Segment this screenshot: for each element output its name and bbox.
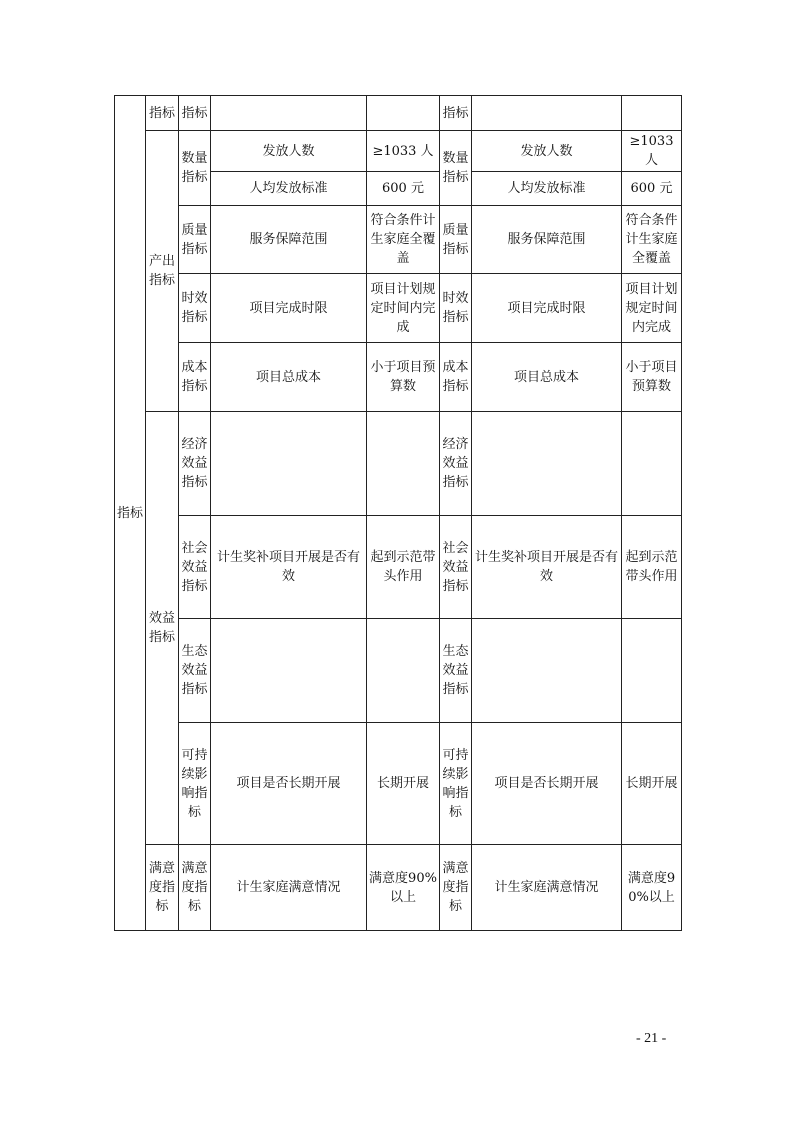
empty-cell [622,96,682,131]
quantity-indicator-label: 数量指标 [179,131,211,206]
indicator-value [367,412,440,516]
cost-indicator-label: 成本指标 [179,343,211,412]
indicator-item-2: 项目总成本 [472,343,622,412]
indicator-item [211,619,367,723]
satisfaction-indicator-group: 满意度指标 [146,845,179,931]
indicator-value-2: 小于项目预算数 [622,343,682,412]
indicator-value: 项目计划规定时间内完成 [367,274,440,343]
indicator-item: 发放人数 [211,131,367,172]
economic-benefit-label: 经济效益指标 [179,412,211,516]
empty-cell [472,96,622,131]
indicator-item-2 [472,412,622,516]
indicator-value-2 [622,619,682,723]
indicator-item-2: 计生家庭满意情况 [472,845,622,931]
indicator-value: 长期开展 [367,723,440,845]
indicator-value: ≥1033 人 [367,131,440,172]
indicator-item: 项目完成时限 [211,274,367,343]
indicator-value-2: 长期开展 [622,723,682,845]
indicator-value-2: 满意度90%以上 [622,845,682,931]
indicator-item [211,412,367,516]
indicator-item-2: 计生奖补项目开展是否有效 [472,516,622,619]
indicator-value: 600 元 [367,172,440,206]
indicator-value [367,619,440,723]
ecological-benefit-label-2: 生态效益指标 [440,619,472,723]
indicator-item: 服务保障范围 [211,206,367,274]
timeliness-indicator-label: 时效指标 [179,274,211,343]
empty-cell [211,96,367,131]
level3-header-cell-2: 指标 [440,96,472,131]
benefit-indicator-group: 效益指标 [146,412,179,845]
indicator-item: 人均发放标准 [211,172,367,206]
quality-indicator-label: 质量指标 [179,206,211,274]
indicator-value: 小于项目预算数 [367,343,440,412]
performance-indicator-table [114,95,682,931]
sustainability-label-2: 可持续影响指标 [440,723,472,845]
indicator-value: 起到示范带头作用 [367,516,440,619]
indicator-value-2: 起到示范带头作用 [622,516,682,619]
social-benefit-label: 社会效益指标 [179,516,211,619]
level3-header-cell: 指标 [179,96,211,131]
indicator-value-2 [622,412,682,516]
indicator-item-2: 服务保障范围 [472,206,622,274]
indicator-value-2: 项目计划规定时间内完成 [622,274,682,343]
level2-header-cell: 指标 [146,96,179,131]
indicator-value-2: 符合条件计生家庭全覆盖 [622,206,682,274]
cost-indicator-label-2: 成本指标 [440,343,472,412]
indicator-value-2: ≥1033 人 [622,131,682,172]
satisfaction-indicator-label: 满意度指标 [179,845,211,931]
satisfaction-indicator-label-2: 满意度指标 [440,845,472,931]
timeliness-indicator-label-2: 时效指标 [440,274,472,343]
quantity-indicator-label-2: 数量指标 [440,131,472,206]
social-benefit-label-2: 社会效益指标 [440,516,472,619]
indicator-item-2: 项目是否长期开展 [472,723,622,845]
indicator-item: 计生家庭满意情况 [211,845,367,931]
indicator-item-2: 项目完成时限 [472,274,622,343]
quality-indicator-label-2: 质量指标 [440,206,472,274]
empty-cell [367,96,440,131]
page-number: - 21 - [636,1031,667,1046]
indicator-value-2: 600 元 [622,172,682,206]
ecological-benefit-label: 生态效益指标 [179,619,211,723]
output-indicator-group: 产出指标 [146,131,179,412]
indicator-item-2: 人均发放标准 [472,172,622,206]
indicator-item: 计生奖补项目开展是否有效 [211,516,367,619]
sustainability-label: 可持续影响指标 [179,723,211,845]
indicator-item: 项目总成本 [211,343,367,412]
level1-indicator-cell: 指标 [115,96,146,931]
economic-benefit-label-2: 经济效益指标 [440,412,472,516]
indicator-item: 项目是否长期开展 [211,723,367,845]
indicator-value: 符合条件计生家庭全覆盖 [367,206,440,274]
indicator-item-2: 发放人数 [472,131,622,172]
indicator-item-2 [472,619,622,723]
indicator-value: 满意度90%以上 [367,845,440,931]
